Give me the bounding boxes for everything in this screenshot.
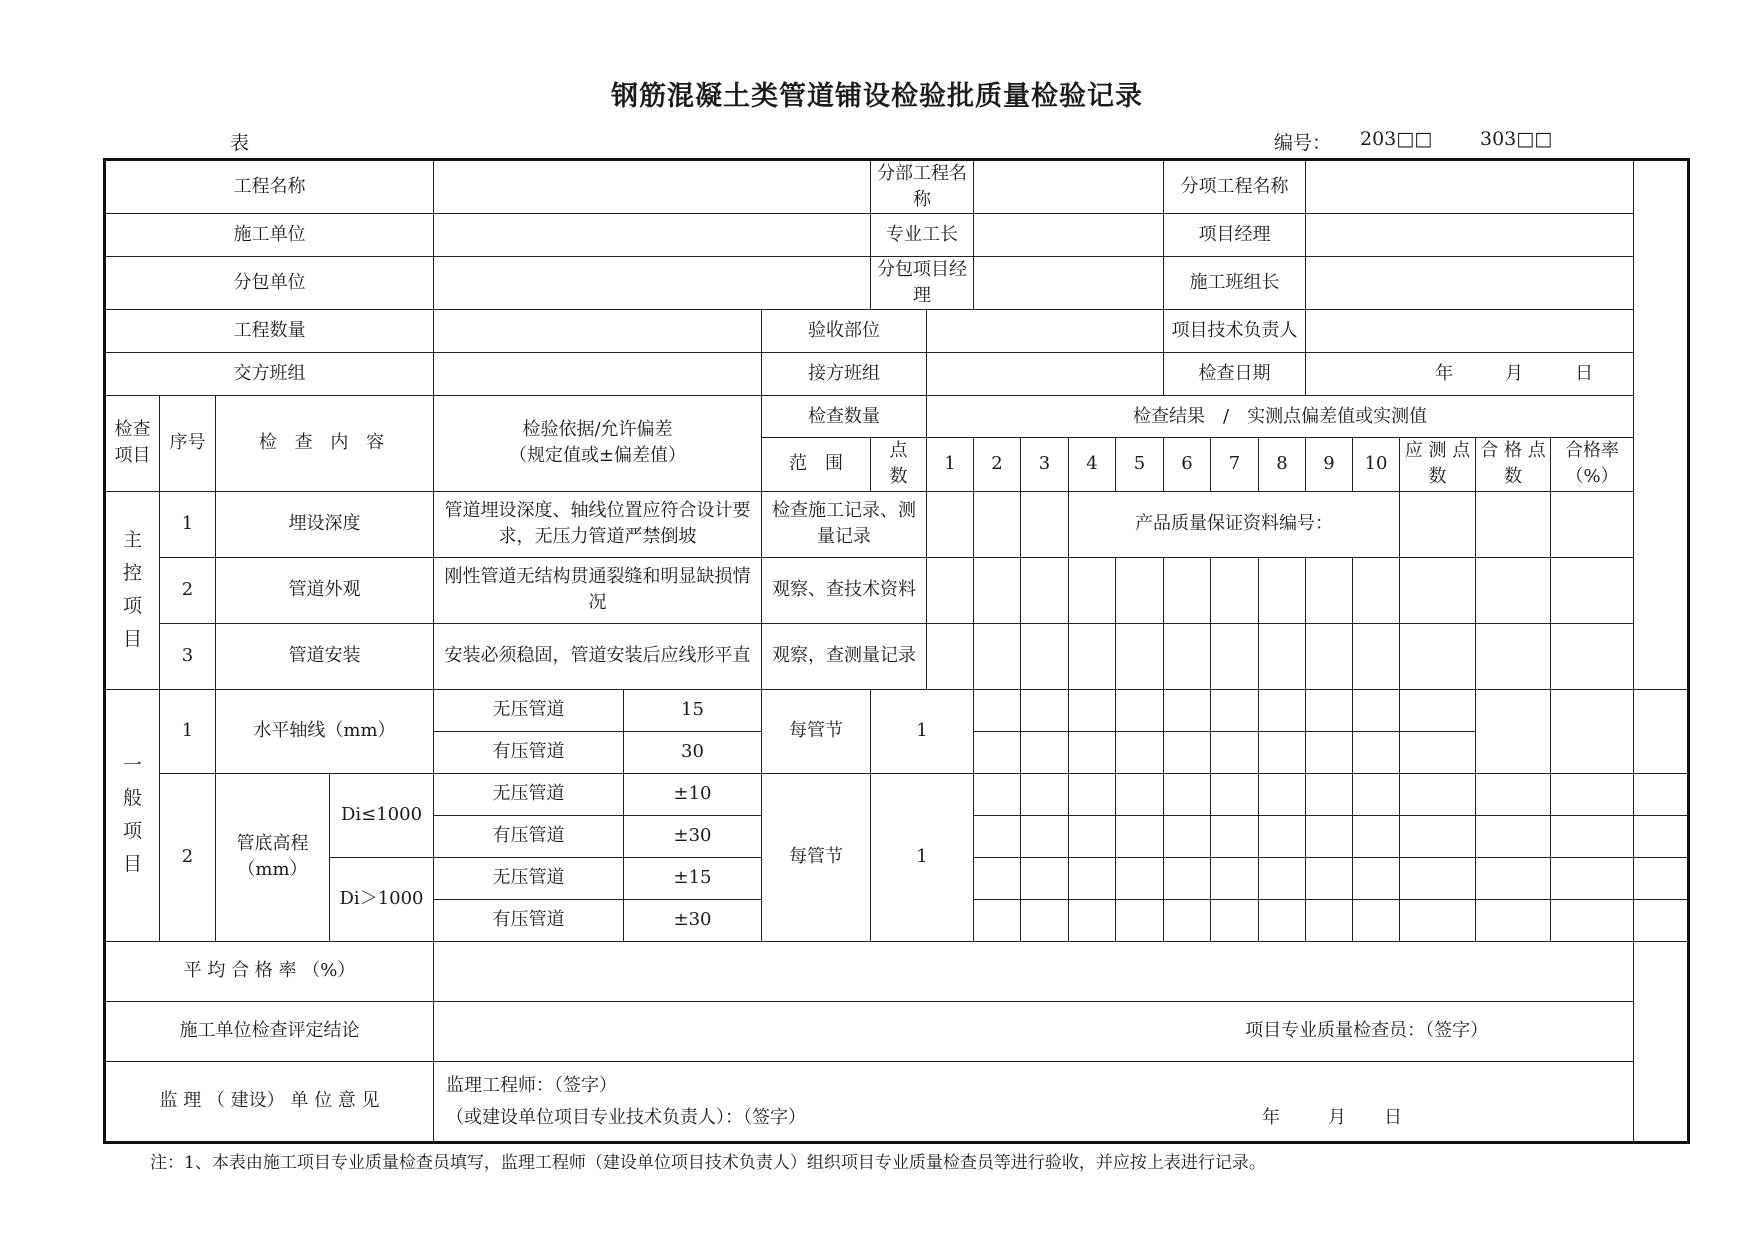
elev1-val-6[interactable] xyxy=(1211,773,1259,815)
table-label: 表 xyxy=(230,132,250,154)
main-3-val-3[interactable] xyxy=(1021,623,1069,689)
elev4-pass[interactable] xyxy=(1551,899,1634,941)
project-name-field[interactable] xyxy=(434,160,871,214)
pass-rate-header-line1: 合格率 xyxy=(1565,440,1620,462)
axis2-val-8[interactable] xyxy=(1306,731,1353,773)
supervision-opinion-label: 监 理 （ 建设） 单 位 意 见 xyxy=(105,1061,434,1142)
elev4-rate[interactable] xyxy=(1634,899,1689,941)
elev3-rate[interactable] xyxy=(1634,857,1689,899)
foreman-label: 专业工长 xyxy=(871,214,974,257)
main-2-val-4[interactable] xyxy=(1069,557,1116,623)
elev-value-3: ±15 xyxy=(624,857,762,899)
general-items-label: 一般项目 xyxy=(123,753,143,876)
construction-unit-label: 施工单位 xyxy=(105,214,434,257)
main-2-val-1[interactable] xyxy=(927,557,974,623)
elev1-val-4[interactable] xyxy=(1116,773,1164,815)
receiving-team-field[interactable] xyxy=(927,353,1164,396)
inspector-signature-label: 项目专业质量检查员：（签字） xyxy=(1245,1020,1489,1042)
main-3-val-5[interactable] xyxy=(1116,623,1164,689)
pass-rate-header xyxy=(1551,438,1634,491)
axis1-val-7[interactable] xyxy=(1259,689,1306,731)
axis2-val-6[interactable] xyxy=(1211,731,1259,773)
number-303: 303□□ xyxy=(1480,128,1553,150)
main-2-val-8[interactable] xyxy=(1259,557,1306,623)
main-content-1: 埋设深度 xyxy=(216,491,434,557)
general-items-label-cell xyxy=(105,689,160,941)
project-manager-label: 项目经理 xyxy=(1164,214,1306,257)
elev2-val-4[interactable] xyxy=(1116,815,1164,857)
general-seq-1: 1 xyxy=(160,689,216,773)
elev3-val-1[interactable] xyxy=(974,857,1021,899)
basis-header-line1: 检验依据/允许偏差 xyxy=(522,419,673,441)
axis2-val-5[interactable] xyxy=(1164,731,1211,773)
division-name-field[interactable] xyxy=(974,160,1164,214)
check-item-header: 检查项目 xyxy=(105,396,160,491)
supervision-month: 月 xyxy=(1328,1106,1346,1128)
main-1-val-1[interactable] xyxy=(927,491,974,557)
elev-value-1: ±10 xyxy=(624,773,762,815)
elev4-val-1[interactable] xyxy=(974,899,1021,941)
axis1-val-10[interactable] xyxy=(1400,689,1476,731)
axis1-val-3[interactable] xyxy=(1069,689,1116,731)
axis1-val-2[interactable] xyxy=(1021,689,1069,731)
elev3-val-5[interactable] xyxy=(1164,857,1211,899)
owner-rep-signature-label xyxy=(446,1102,1633,1134)
main-1-val-3[interactable] xyxy=(1021,491,1069,557)
main-seq-3: 3 xyxy=(160,623,216,689)
general-seq-2: 2 xyxy=(160,773,216,941)
main-items-label-cell xyxy=(105,491,160,689)
avg-pass-rate-label: 平 均 合 格 率 （%） xyxy=(105,941,434,1001)
project-manager-field[interactable] xyxy=(1306,214,1634,257)
elev1-rate[interactable] xyxy=(1634,773,1689,815)
elev3-val-9[interactable] xyxy=(1353,857,1400,899)
elev2-rate[interactable] xyxy=(1634,815,1689,857)
measure-col-1: 1 xyxy=(927,438,974,491)
elev1-should[interactable] xyxy=(1476,773,1551,815)
elev4-val-9[interactable] xyxy=(1353,899,1400,941)
main-seq-1: 1 xyxy=(160,491,216,557)
elev-type-4: 有压管道 xyxy=(434,899,624,941)
axis2-val-7[interactable] xyxy=(1259,731,1306,773)
sub-project-manager-field[interactable] xyxy=(974,257,1164,310)
conclusion-label: 施工单位检查评定结论 xyxy=(105,1001,434,1061)
seq-header: 序号 xyxy=(160,396,216,491)
axis2-val-10[interactable] xyxy=(1400,731,1476,773)
elevation-points: 1 xyxy=(871,773,974,941)
supervision-opinion-field[interactable] xyxy=(434,1061,1634,1142)
elev-type-2: 有压管道 xyxy=(434,815,624,857)
main-1-rate[interactable] xyxy=(1551,491,1634,557)
elev2-val-3[interactable] xyxy=(1069,815,1116,857)
main-3-val-1[interactable] xyxy=(927,623,974,689)
elev2-val-5[interactable] xyxy=(1164,815,1211,857)
measure-col-7: 7 xyxy=(1211,438,1259,491)
main-2-val-5[interactable] xyxy=(1116,557,1164,623)
date-month: 月 xyxy=(1505,363,1524,385)
product-quality-doc-no[interactable]: 产品质量保证资料编号： xyxy=(1069,491,1400,557)
elev2-val-7[interactable] xyxy=(1259,815,1306,857)
supervision-day: 日 xyxy=(1384,1106,1402,1128)
axis1-val-5[interactable] xyxy=(1164,689,1211,731)
elev2-val-9[interactable] xyxy=(1353,815,1400,857)
elev1-val-1[interactable] xyxy=(974,773,1021,815)
general-content-1: 水平轴线（mm） xyxy=(216,689,434,773)
points-header: 点 数 xyxy=(871,438,927,491)
axis-value-2: 30 xyxy=(624,731,762,773)
check-qty-header: 检查数量 xyxy=(762,396,927,438)
elevation-range: 每管节 xyxy=(762,773,871,941)
axis2-val-2[interactable] xyxy=(1021,731,1069,773)
main-2-val-9[interactable] xyxy=(1306,557,1353,623)
elev4-should[interactable] xyxy=(1476,899,1551,941)
acceptance-part-label: 验收部位 xyxy=(762,310,927,353)
main-2-val-10[interactable] xyxy=(1353,557,1400,623)
elev2-val-8[interactable] xyxy=(1306,815,1353,857)
division-name-label: 分部工程名称 xyxy=(871,160,974,214)
axis-value-1: 15 xyxy=(624,689,762,731)
pass-rate-header-line2: （%） xyxy=(1565,466,1619,488)
number-label: 编号： xyxy=(1274,132,1332,154)
elev4-val-5[interactable] xyxy=(1164,899,1211,941)
subcontractor-field[interactable] xyxy=(434,257,871,310)
axis-rate[interactable] xyxy=(1634,689,1689,773)
main-1-val-2[interactable] xyxy=(974,491,1021,557)
elevation-group-2: Di＞1000 xyxy=(330,857,434,941)
elev-value-4: ±30 xyxy=(624,899,762,941)
measure-col-9: 9 xyxy=(1306,438,1353,491)
elev1-val-9[interactable] xyxy=(1353,773,1400,815)
measure-col-5: 5 xyxy=(1116,438,1164,491)
measure-col-2: 2 xyxy=(974,438,1021,491)
elev2-val-1[interactable] xyxy=(974,815,1021,857)
elev3-val-4[interactable] xyxy=(1116,857,1164,899)
elev3-val-3[interactable] xyxy=(1069,857,1116,899)
elev3-val-7[interactable] xyxy=(1259,857,1306,899)
main-method-3: 观察，查测量记录 xyxy=(762,623,927,689)
main-content-2: 管道外观 xyxy=(216,557,434,623)
elev3-val-2[interactable] xyxy=(1021,857,1069,899)
elevation-group-1: Di≤1000 xyxy=(330,773,434,857)
receiving-team-label: 接方班组 xyxy=(762,353,927,396)
quantity-field[interactable] xyxy=(434,310,762,353)
main-basis-2: 刚性管道无结构贯通裂缝和明显缺损情况 xyxy=(434,557,762,623)
elev-type-3: 无压管道 xyxy=(434,857,624,899)
quantity-label: 工程数量 xyxy=(105,310,434,353)
elev3-val-6[interactable] xyxy=(1211,857,1259,899)
main-1-should[interactable] xyxy=(1400,491,1476,557)
main-3-rate[interactable] xyxy=(1551,623,1634,689)
elev1-val-7[interactable] xyxy=(1259,773,1306,815)
subcontractor-label: 分包单位 xyxy=(105,257,434,310)
page-title: 钢筋混凝土类管道铺设检验批质量检验记录 xyxy=(611,81,1143,112)
elev4-val-4[interactable] xyxy=(1116,899,1164,941)
pass-points-header: 合 格 点 数 xyxy=(1476,438,1551,491)
subitem-name-field[interactable] xyxy=(1306,160,1634,214)
elev2-should[interactable] xyxy=(1476,815,1551,857)
main-2-rate[interactable] xyxy=(1551,557,1634,623)
engineer-signature-label: 监理工程师：（签字） xyxy=(446,1075,617,1096)
handover-team-label: 交方班组 xyxy=(105,353,434,396)
date-day: 日 xyxy=(1575,363,1594,385)
inspection-record-table xyxy=(103,158,1690,1144)
main-3-val-2[interactable] xyxy=(974,623,1021,689)
basis-header-line2: （规定值或±偏差值） xyxy=(508,445,687,467)
axis1-val-1[interactable] xyxy=(974,689,1021,731)
owner-rep-text: （或建设单位项目专业技术负责人）：（签字） xyxy=(446,1106,806,1128)
axis-pass[interactable] xyxy=(1551,689,1634,773)
general-content-2 xyxy=(216,773,330,941)
elev3-val-8[interactable] xyxy=(1306,857,1353,899)
elevation-label-line1: 管底高程 xyxy=(236,832,309,854)
conclusion-field[interactable] xyxy=(434,1001,1634,1061)
elev2-val-6[interactable] xyxy=(1211,815,1259,857)
elevation-label-line2: （mm） xyxy=(237,859,308,881)
measure-col-3: 3 xyxy=(1021,438,1069,491)
elev3-should[interactable] xyxy=(1476,857,1551,899)
elev4-val-8[interactable] xyxy=(1306,899,1353,941)
main-3-pass[interactable] xyxy=(1476,623,1551,689)
construction-unit-field[interactable] xyxy=(434,214,871,257)
basis-header xyxy=(434,396,762,491)
footnote: 注：1、本表由施工项目专业质量检查员填写，监理工程师（建设单位项目技术负责人）组织项目专业质量检查员等进行验收，并应按上表进行记录。 xyxy=(150,1153,1266,1173)
axis2-val-4[interactable] xyxy=(1116,731,1164,773)
subitem-name-label: 分项工程名称 xyxy=(1164,160,1306,214)
elev4-val-7[interactable] xyxy=(1259,899,1306,941)
elev1-val-5[interactable] xyxy=(1164,773,1211,815)
main-3-should[interactable] xyxy=(1400,623,1476,689)
check-date-field[interactable] xyxy=(1306,353,1634,396)
main-seq-2: 2 xyxy=(160,557,216,623)
main-2-should[interactable] xyxy=(1400,557,1476,623)
main-method-2: 观察、查技术资料 xyxy=(762,557,927,623)
main-2-val-7[interactable] xyxy=(1211,557,1259,623)
axis1-val-8[interactable] xyxy=(1306,689,1353,731)
main-3-val-8[interactable] xyxy=(1259,623,1306,689)
main-basis-3: 安装必须稳固，管道安装后应线形平直 xyxy=(434,623,762,689)
elev2-val-10[interactable] xyxy=(1400,815,1476,857)
elev4-val-6[interactable] xyxy=(1211,899,1259,941)
axis-range: 每管节 xyxy=(762,689,871,773)
main-2-val-3[interactable] xyxy=(1021,557,1069,623)
elev1-val-2[interactable] xyxy=(1021,773,1069,815)
axis2-val-1[interactable] xyxy=(974,731,1021,773)
axis2-val-9[interactable] xyxy=(1353,731,1400,773)
measure-col-4: 4 xyxy=(1069,438,1116,491)
elev1-val-8[interactable] xyxy=(1306,773,1353,815)
main-3-val-6[interactable] xyxy=(1164,623,1211,689)
axis1-val-6[interactable] xyxy=(1211,689,1259,731)
elev-value-2: ±30 xyxy=(624,815,762,857)
supervision-year: 年 xyxy=(1262,1106,1280,1128)
range-header: 范 围 xyxy=(762,438,871,491)
measure-col-8: 8 xyxy=(1259,438,1306,491)
main-3-val-7[interactable] xyxy=(1211,623,1259,689)
axis-should[interactable] xyxy=(1476,689,1551,773)
main-2-pass[interactable] xyxy=(1476,557,1551,623)
elev1-val-10[interactable] xyxy=(1400,773,1476,815)
main-items-label: 主控项目 xyxy=(123,528,143,651)
check-date-label: 检查日期 xyxy=(1164,353,1306,396)
main-3-val-10[interactable] xyxy=(1353,623,1400,689)
axis-points: 1 xyxy=(871,689,974,773)
should-points-header: 应 测 点 数 xyxy=(1400,438,1476,491)
elev4-val-2[interactable] xyxy=(1021,899,1069,941)
team-leader-field[interactable] xyxy=(1306,257,1634,310)
team-leader-label: 施工班组长 xyxy=(1164,257,1306,310)
tech-lead-field[interactable] xyxy=(1306,310,1634,353)
supervision-date xyxy=(1262,1102,1402,1134)
main-1-pass[interactable] xyxy=(1476,491,1551,557)
elev3-pass[interactable] xyxy=(1551,857,1634,899)
elev2-val-2[interactable] xyxy=(1021,815,1069,857)
main-3-val-9[interactable] xyxy=(1306,623,1353,689)
content-header: 检 查 内 容 xyxy=(216,396,434,491)
elev-type-1: 无压管道 xyxy=(434,773,624,815)
avg-pass-rate-field[interactable] xyxy=(434,941,1634,1001)
axis-type-2: 有压管道 xyxy=(434,731,624,773)
measure-col-6: 6 xyxy=(1164,438,1211,491)
axis1-val-9[interactable] xyxy=(1353,689,1400,731)
axis2-val-3[interactable] xyxy=(1069,731,1116,773)
main-2-val-6[interactable] xyxy=(1164,557,1211,623)
measure-col-10: 10 xyxy=(1353,438,1400,491)
main-2-val-2[interactable] xyxy=(974,557,1021,623)
elev4-val-10[interactable] xyxy=(1400,899,1476,941)
foreman-field[interactable] xyxy=(974,214,1164,257)
result-header: 检查结果 / 实测点偏差值或实测值 xyxy=(927,396,1634,438)
main-basis-1: 管道埋设深度、轴线位置应符合设计要求，无压力管道严禁倒坡 xyxy=(434,491,762,557)
elev1-pass[interactable] xyxy=(1551,773,1634,815)
main-content-3: 管道安装 xyxy=(216,623,434,689)
elev3-val-10[interactable] xyxy=(1400,857,1476,899)
sub-project-manager-label: 分包项目经理 xyxy=(871,257,974,310)
elev4-val-3[interactable] xyxy=(1069,899,1116,941)
number-203: 203□□ xyxy=(1360,128,1433,150)
axis1-val-4[interactable] xyxy=(1116,689,1164,731)
elev2-pass[interactable] xyxy=(1551,815,1634,857)
acceptance-part-field[interactable] xyxy=(927,310,1164,353)
main-3-val-4[interactable] xyxy=(1069,623,1116,689)
tech-lead-label: 项目技术负责人 xyxy=(1164,310,1306,353)
date-year: 年 xyxy=(1435,363,1454,385)
axis-type-1: 无压管道 xyxy=(434,689,624,731)
elev1-val-3[interactable] xyxy=(1069,773,1116,815)
handover-team-field[interactable] xyxy=(434,353,762,396)
main-method-1: 检查施工记录、测量记录 xyxy=(762,491,927,557)
project-name-label: 工程名称 xyxy=(105,160,434,214)
